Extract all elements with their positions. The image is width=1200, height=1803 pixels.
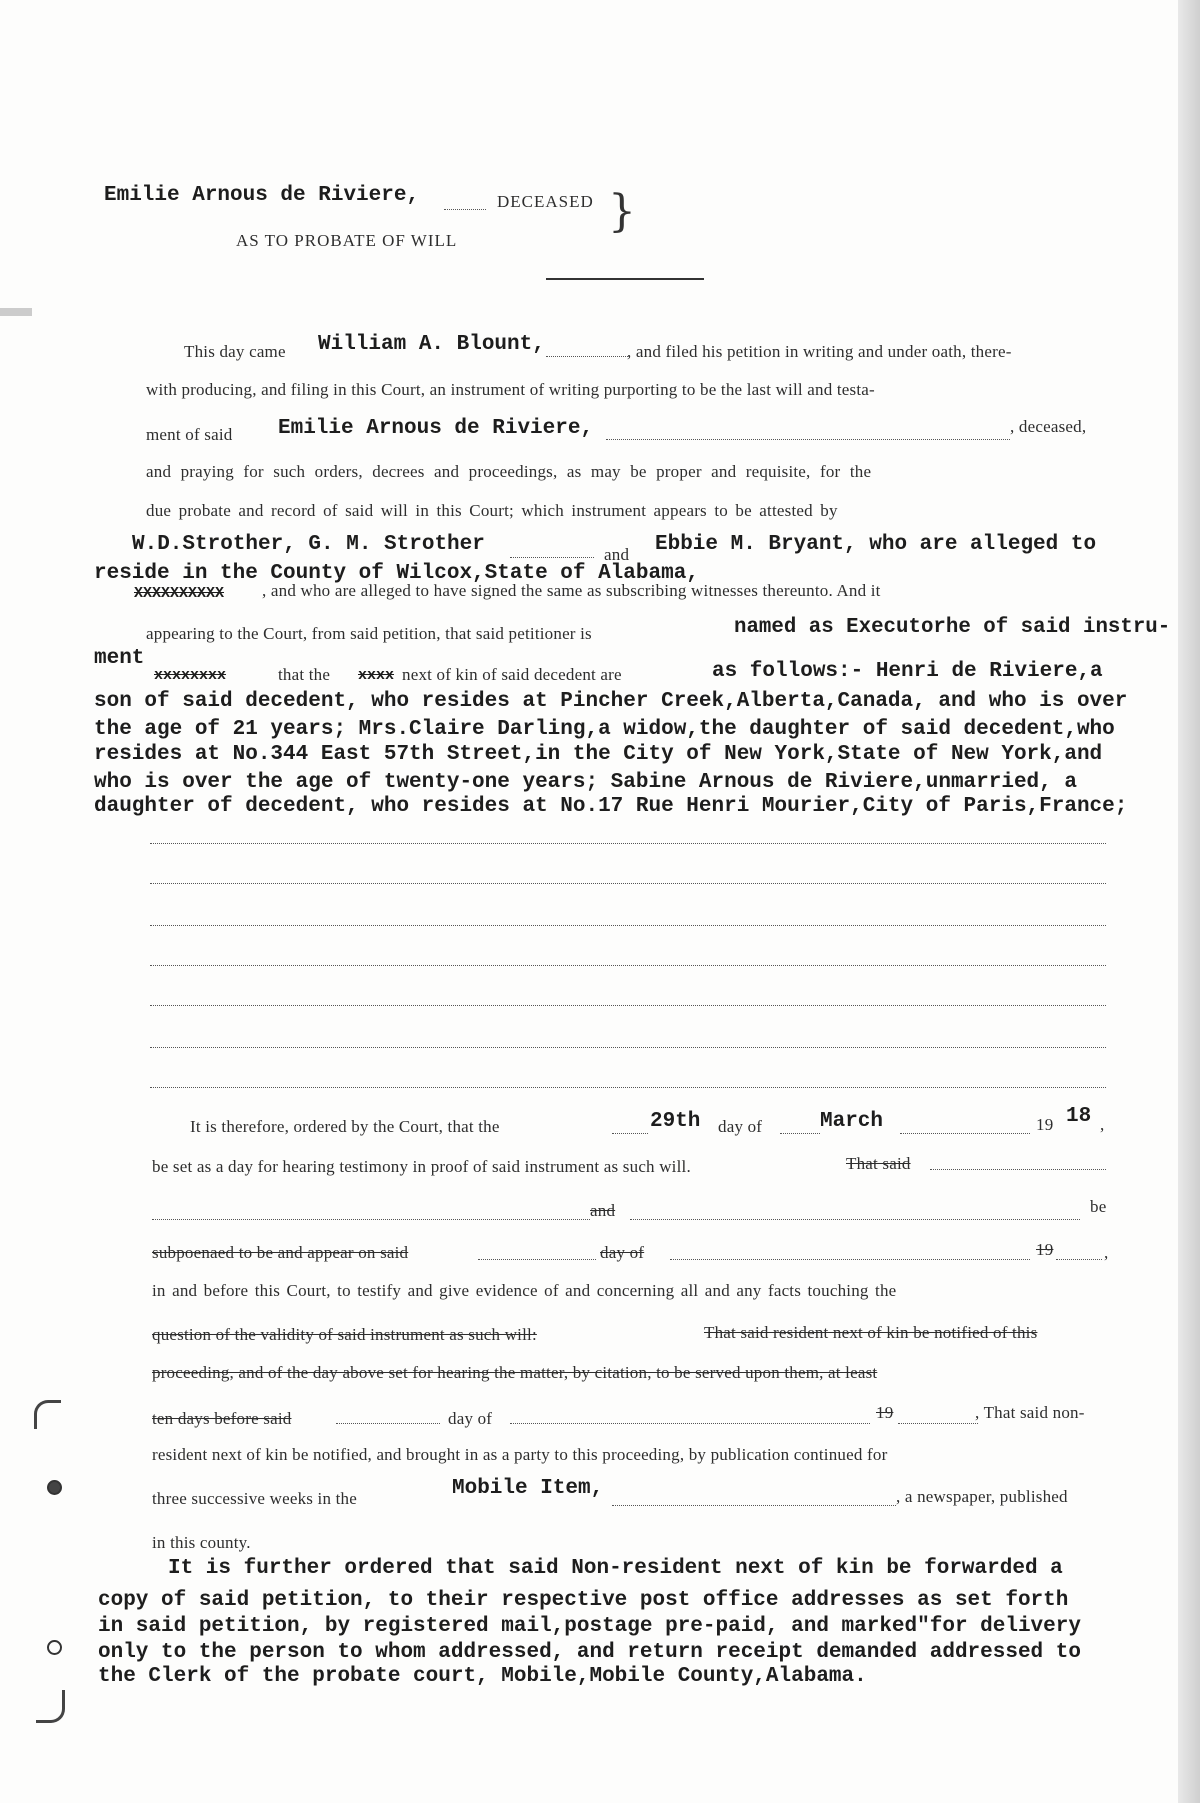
para1-line1-pre: This day came xyxy=(184,342,286,361)
newspaper-name: Mobile Item, xyxy=(452,1477,604,1500)
kin-line-1: son of said decedent, who resides at Pincher Creek,Alberta,Canada, and who is over xyxy=(94,690,1128,713)
blank-line-1 xyxy=(150,842,1106,844)
subpoena-fill-b xyxy=(670,1258,1030,1260)
blank-line-4 xyxy=(150,964,1106,966)
ment-word: ment xyxy=(94,647,145,670)
question-post-struck: That said resident next of kin be notified of this xyxy=(704,1323,1038,1342)
be-word: be xyxy=(1090,1197,1107,1216)
executor-text: named as Executorhe of said instru- xyxy=(734,616,1171,639)
nonresident-pre: , That said non- xyxy=(975,1403,1085,1422)
order-pre: It is therefore, ordered by the Court, that the xyxy=(190,1117,500,1136)
binder-hole-lower xyxy=(47,1640,62,1655)
ten-days-fill-a xyxy=(336,1422,440,1424)
caption-brace: } xyxy=(608,186,636,237)
month-fill-a xyxy=(780,1132,820,1134)
blank-line-3 xyxy=(150,924,1106,926)
binder-curve-mark-bottom xyxy=(36,1690,65,1723)
edge-scan-mark xyxy=(0,308,32,316)
blank-line-2 xyxy=(150,882,1106,884)
nineteen-struck-2: 19 xyxy=(876,1403,894,1422)
nonresident-line: resident next of kin be notified, and brought in as a party to this proceeding, by publication continued for xyxy=(152,1445,888,1464)
struck-word-2: xxxxxxxx xyxy=(154,667,227,684)
petitioner-name: William A. Blount, xyxy=(318,333,545,356)
ten-days-fill-b xyxy=(510,1422,870,1424)
further-order-line-5: the Clerk of the probate court, Mobile,Mobile County,Alabama. xyxy=(98,1665,867,1688)
year-prefix: 19 xyxy=(1036,1115,1054,1134)
ten-days-fill-c xyxy=(898,1422,978,1424)
struck-word-1: XXXXXXXXXX xyxy=(134,585,225,602)
testify-line: in and before this Court, to testify and give evidence of and concerning all and any facts touching the xyxy=(152,1281,897,1300)
newspaper-post: , a newspaper, published xyxy=(896,1487,1068,1506)
para1-line4: and praying for such orders, decrees and proceedings, as may be proper and requisite, for the xyxy=(146,462,872,481)
month-fill-b xyxy=(900,1132,1030,1134)
caption-deceased-label: DECEASED xyxy=(497,192,594,211)
set-line: be set as a day for hearing testimony in proof of said instrument as such will. xyxy=(152,1157,691,1176)
and-struck: and xyxy=(590,1201,616,1220)
para1-line3-pre: ment of said xyxy=(146,425,233,444)
witness-and: and xyxy=(604,545,630,564)
day-fill-a xyxy=(612,1132,648,1134)
binder-curve-mark xyxy=(34,1400,61,1429)
kin-line-3: resides at No.344 East 57th Street,in the City of New York,State of New York,and xyxy=(94,743,1103,766)
hearing-month: March xyxy=(820,1110,884,1133)
witness-names-2: Ebbie M. Bryant, who are alleged to xyxy=(655,533,1097,556)
binder-hole-upper xyxy=(47,1480,62,1495)
kin-line-2: the age of 21 years; Mrs.Claire Darling,a widow,the daughter of said decedent,who xyxy=(94,718,1115,741)
subpoena-comma: , xyxy=(1104,1243,1109,1262)
decedent-name: Emilie Arnous de Riviere, xyxy=(278,417,594,440)
page-edge-shadow xyxy=(1178,0,1200,1803)
blank-line-7 xyxy=(150,1086,1106,1088)
further-order-line-3: in said petition, by registered mail,postage pre-paid, and marked"for delivery xyxy=(98,1615,1081,1638)
nineteen-struck: 19 xyxy=(1036,1240,1054,1259)
proceeding-struck: proceeding, and of the day above set for hearing the matter, by citation, to be served upon them, at least xyxy=(152,1363,878,1382)
hearing-year: 18 xyxy=(1066,1105,1092,1128)
witness-names-1: W.D.Strother, G. M. Strother xyxy=(132,533,485,556)
decedent-fill xyxy=(606,438,1010,440)
witness-residence: reside in the County of Wilcox,State of Alabama, xyxy=(94,562,699,585)
blank-line-5 xyxy=(150,1004,1106,1006)
caption-underline xyxy=(546,278,704,280)
para1-line9-pre: appearing to the Court, from said petition, that said petitioner is xyxy=(146,624,592,643)
caption-decedent-name: Emilie Arnous de Riviere, xyxy=(104,184,420,207)
ten-days-day-of: day of xyxy=(448,1409,493,1428)
para1-line10-post: next of kin of said decedent are xyxy=(402,665,622,684)
order-day-of: day of xyxy=(718,1117,763,1136)
para1-line3-post: , deceased, xyxy=(1010,417,1087,436)
caption-probate-label: AS TO PROBATE OF WILL xyxy=(236,231,458,250)
set-line-fill xyxy=(930,1168,1106,1170)
para1-line8-post: , and who are alleged to have signed the same as subscribing witnesses thereunto. And it xyxy=(262,581,881,600)
ten-days-struck: ten days before said xyxy=(152,1409,292,1428)
day-of-struck: day of xyxy=(600,1243,645,1262)
para1-line5: due probate and record of said will in this Court; which instrument appears to be attested by xyxy=(146,501,838,520)
para1-line1-post: , and filed his petition in writing and under oath, there- xyxy=(627,342,1012,361)
and-fill-a xyxy=(152,1218,590,1220)
petitioner-fill xyxy=(546,355,628,357)
subpoena-struck: subpoenaed to be and appear on said xyxy=(152,1243,409,1262)
caption-fill-dots xyxy=(444,208,486,210)
that-said-struck: That said xyxy=(846,1154,911,1173)
further-order-line-2: copy of said petition, to their respective post office addresses as set forth xyxy=(98,1589,1069,1612)
newspaper-fill xyxy=(612,1504,896,1506)
further-order-line-4: only to the person to whom addressed, and return receipt demanded addressed to xyxy=(98,1641,1081,1664)
kin-start: as follows:- Henri de Riviere,a xyxy=(712,660,1103,683)
subpoena-fill-a xyxy=(478,1258,596,1260)
further-order-line-1: It is further ordered that said Non-resident next of kin be forwarded a xyxy=(168,1557,1063,1580)
struck-word-3: xxxx xyxy=(358,667,395,684)
subpoena-fill-c xyxy=(1056,1258,1102,1260)
three-weeks: three successive weeks in the xyxy=(152,1489,358,1508)
hearing-day: 29th xyxy=(650,1110,701,1133)
year-comma: , xyxy=(1100,1115,1105,1134)
county-line: in this county. xyxy=(152,1533,251,1552)
kin-line-4: who is over the age of twenty-one years; Sabine Arnous de Riviere,unmarried, a xyxy=(94,771,1077,794)
para1-line2: with producing, and filing in this Court, an instrument of writing purporting to be the last will and testa- xyxy=(146,380,875,399)
para1-line10-mid: that the xyxy=(278,665,331,684)
kin-line-5: daughter of decedent, who resides at No.17 Rue Henri Mourier,City of Paris,France; xyxy=(94,795,1128,818)
and-fill-b xyxy=(630,1218,1080,1220)
blank-line-6 xyxy=(150,1046,1106,1048)
question-struck: question of the validity of said instrument as such will: xyxy=(152,1325,537,1344)
witness1-fill xyxy=(510,556,594,558)
